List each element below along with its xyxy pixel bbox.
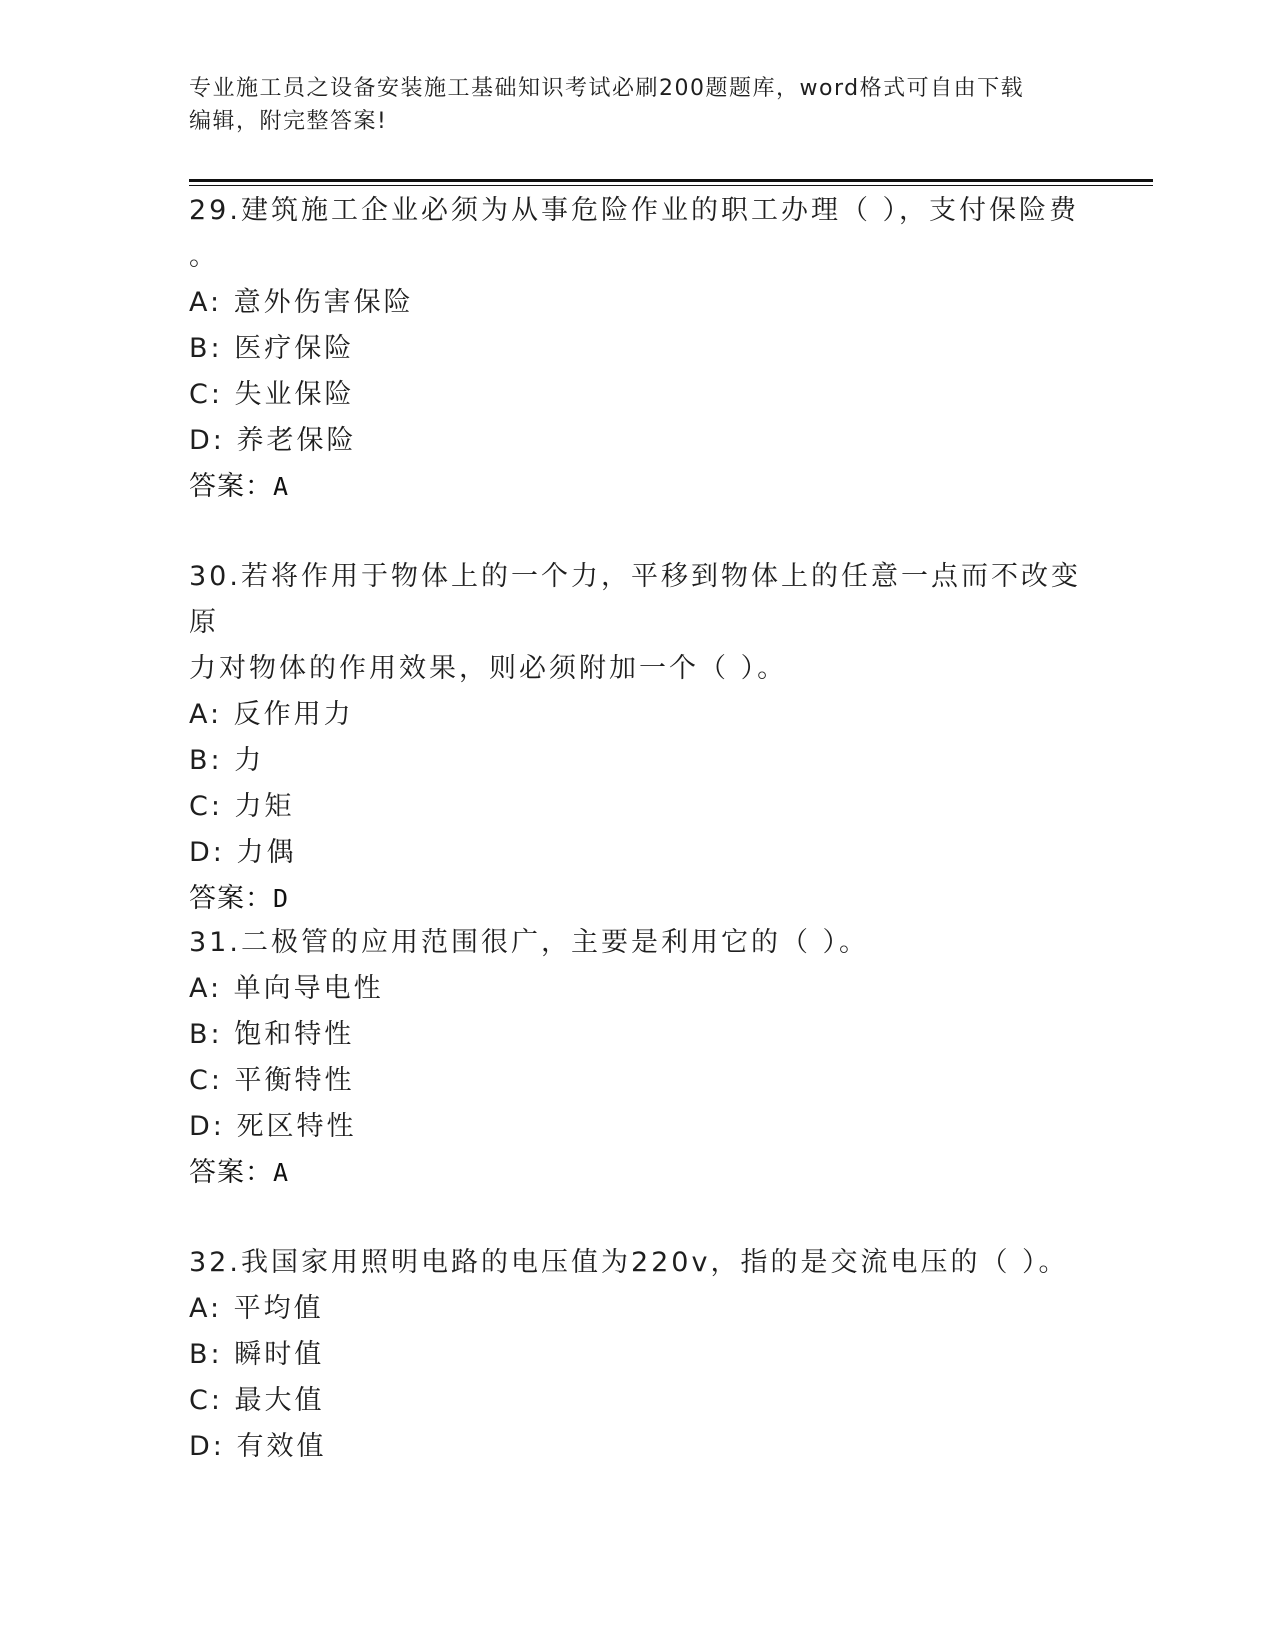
option-b: B: 饱和特性: [189, 1019, 355, 1050]
question-32: [189, 1240, 1089, 1470]
option-d: D: 力偶: [189, 837, 297, 868]
option-a: A: 平均值: [189, 1293, 324, 1324]
document-header: [189, 72, 1069, 138]
header-line: 专业施工员之设备安装施工基础知识考试必刷200题题库，word格式可自由下载: [189, 76, 1025, 101]
question-stem: [189, 920, 1089, 966]
option-a: A: 反作用力: [189, 699, 354, 730]
question-29: [189, 188, 1089, 510]
stem-line: 力对物体的作用效果，则必须附加一个（ ）。: [189, 653, 788, 684]
question-30: [189, 554, 1089, 922]
stem-line: 32.我国家用照明电路的电压值为220v，指的是交流电压的（ ）。: [189, 1247, 1069, 1278]
header-divider: [189, 179, 1153, 182]
stem-line: 31.二极管的应用范围很广，主要是利用它的（ ）。: [189, 927, 870, 958]
option-d: D: 死区特性: [189, 1111, 357, 1142]
answer-value: D: [273, 884, 289, 913]
option-b: B: 瞬时值: [189, 1339, 325, 1370]
option-c: C: 平衡特性: [189, 1065, 355, 1096]
answer-line: [189, 1150, 1089, 1196]
stem-line: 。: [189, 241, 219, 272]
option-a: A: 单向导电性: [189, 973, 384, 1004]
header-divider-thin: [189, 185, 1153, 186]
question-stem: [189, 554, 1089, 692]
answer-label: 答案：: [189, 883, 273, 914]
answer-value: A: [273, 472, 289, 501]
stem-line: 30.若将作用于物体上的一个力，平移到物体上的任意一点而不改变原: [189, 561, 1081, 638]
option-c: C: 失业保险: [189, 379, 355, 410]
option-d: D: 养老保险: [189, 425, 357, 456]
header-line: 编辑，附完整答案!: [189, 109, 388, 134]
answer-value: A: [273, 1158, 289, 1187]
option-a: A: 意外伤害保险: [189, 287, 414, 318]
option-d: D: 有效值: [189, 1431, 327, 1462]
option-b: B: 力: [189, 745, 265, 776]
option-c: C: 最大值: [189, 1385, 325, 1416]
answer-label: 答案：: [189, 471, 273, 502]
stem-line: 29.建筑施工企业必须为从事危险作业的职工办理（ ），支付保险费: [189, 195, 1080, 226]
answer-line: [189, 464, 1089, 510]
option-c: C: 力矩: [189, 791, 295, 822]
question-stem: [189, 1240, 1089, 1286]
question-31: [189, 920, 1089, 1196]
option-b: B: 医疗保险: [189, 333, 355, 364]
answer-line: [189, 876, 1089, 922]
answer-label: 答案：: [189, 1157, 273, 1188]
question-stem: [189, 188, 1089, 280]
